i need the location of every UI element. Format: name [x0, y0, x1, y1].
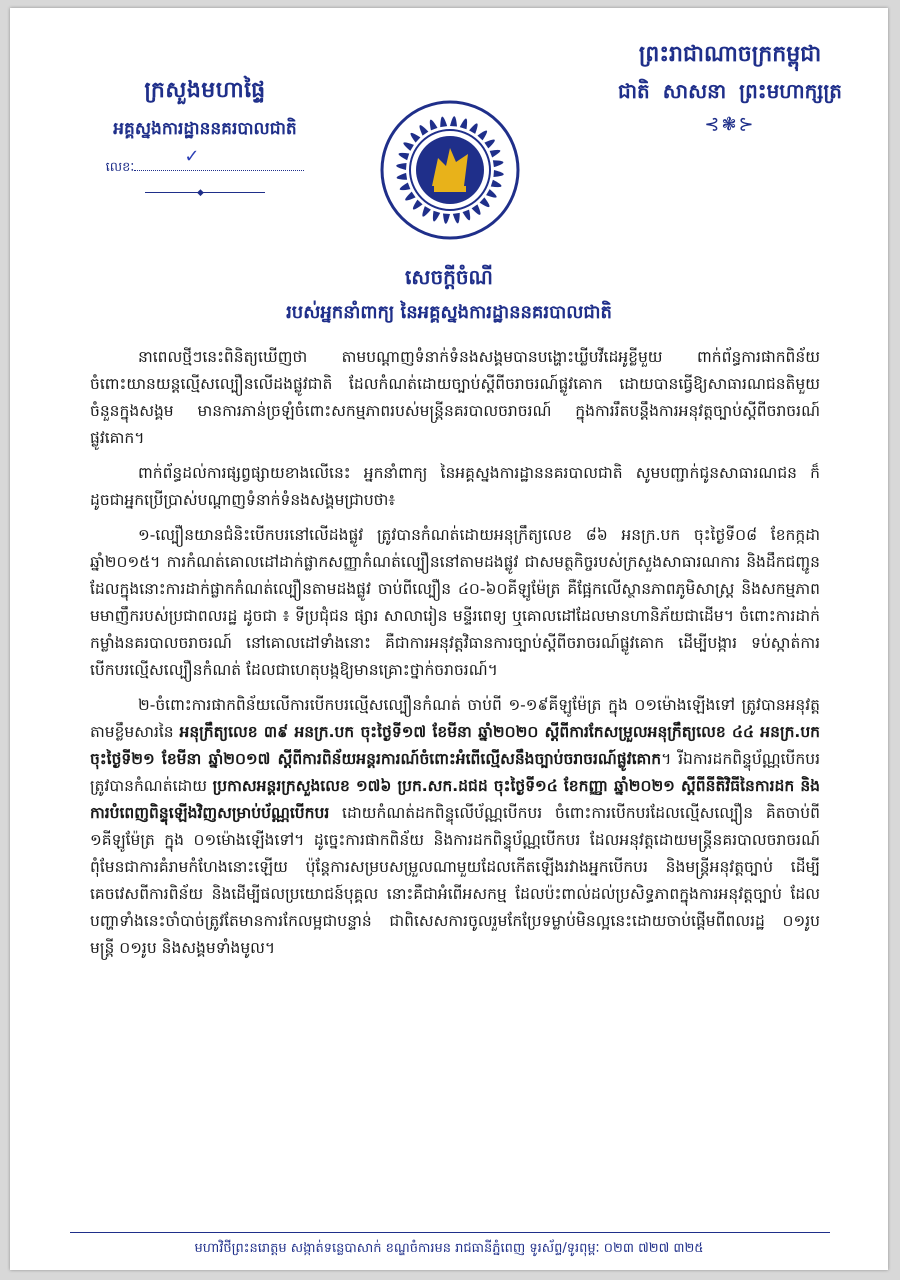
prakas-reference: ប្រកាសអន្តរក្រសួងលេខ ១៧៦ ប្រក.សក.ដជដ ចុះថ្ងៃទី១៤ ខែកញ្ញា ឆ្នាំ២០២១ ស្តីពីនីតិវិធីនៃការដក និងការបំពេញពិន្ទុឡើងវិញសម្រាប់ប័ណ្ណបើកបរ: [90, 777, 820, 822]
paragraph-4-text-a: ២-ចំពោះការផាកពិន័យលើការបើកបរល្មើសល្បឿនកំណត់ ចាប់ពី ១-១៩គីឡូម៉ែត្រ ក្នុង ០១ម៉ោងឡើងទៅ ត្រូវបានអនុវត្តតាមខ្លឹមសារនៃ: [90, 696, 820, 741]
checkmark-icon: ✓: [184, 146, 200, 167]
paragraph-3: ១-ល្បឿនយានជំនិះបើកបរនៅលើដងផ្លូវ ត្រូវបានកំណត់ដោយអនុក្រឹត្យលេខ ៨៦ អនក្រ.បក ចុះថ្ងៃទី០៨ ខែកក្កដា ឆ្នាំ២០១៥។ ការកំណត់គោលដៅដាក់ផ្លាកសញ្ញាកំណត់ល្បឿននៅតាមដងផ្លូវ ជាសមត្ថកិច្ចរបស់ក្រសួងសាធារណការ និងដឹកជញ្ជូន ដែលក្នុងនោះការដាក់ផ្លាកកំណត់ល្បឿនតាមដងផ្លូវ ចាប់ពីល្បឿន ៤០-៦០គីឡូម៉ែត្រ គឺផ្អែកលើស្ថានភាពភូមិសាស្រ្ត និងសកម្មភាពមមាញឹករបស់ប្រជាពលរដ្ឋ ដូចជា ៖ ទីប្រជុំជន ផ្សារ សាលារៀន មន្ទីរពេទ្យ ឬគោលដៅដែលមានហានិភ័យជាដើម។ ចំពោះការដាក់កម្លាំងនគរបាលចរាចរណ៍ នៅគោលដៅទាំងនោះ គឺជាការអនុវត្តវិធានការច្បាប់ស្តីពីចរាចរណ៍ផ្លូវគោក ដើម្បីបង្ការ ទប់ស្កាត់ការបើកបរល្មើសល្បឿនកំណត់ ដែលជាហេតុបង្កឱ្យមានគ្រោះថ្នាក់ចរាចរណ៍។: [90, 526, 820, 679]
sub-decree-reference: អនុក្រឹត្យលេខ ៣៩ អនក្រ.បក ចុះថ្ងៃទី១៧ ខែមីនា ឆ្នាំ២០២០ ស្តីពីការកែសម្រួលអនុក្រឹត្យលេខ ៤៤ អនក្រ.បក ចុះថ្ងៃទី២១ ខែមីនា ឆ្នាំ២០១៧ ស្តីពីការពិន័យអន្តរការណ៍ចំពោះអំពើល្មើសនឹងច្បាប់ចរាចរណ៍ផ្លូវគោក: [90, 723, 821, 768]
ornament-icon: ⊰❃⊱: [704, 114, 756, 135]
reference-label: លេខៈ: [105, 160, 135, 175]
reference-number: [90, 146, 320, 178]
paragraph-4-text-c: ។ រីឯការដកពិន្ទុប័ណ្ណបើកបរ ត្រូវបានកំណត់ដោយ: [90, 750, 820, 795]
footer-address: មហាវិថីព្រះនរោត្តម សង្កាត់ទន្លេបាសាក់ ខណ្ឌចំការមន រាជធានីភ្នំពេញ ទូរស័ព្ទ/ទូរពុម្ពៈ ០២៣ ៧២៧ ៣២៥: [194, 1241, 704, 1256]
paragraph-2: ពាក់ព័ន្ធដល់ការផ្សព្វផ្សាយខាងលើនេះ អ្នកនាំពាក្យ នៃអគ្គស្នងការដ្ឋាននគរបាលជាតិ សូមបញ្ជាក់ជូនសាធារណជន ក៏ដូចជាអ្នកប្រើប្រាស់បណ្តាញទំនាក់ទំនងសង្គមជ្រាបថា៖: [90, 464, 820, 509]
divider-ornament-icon: ◆: [197, 188, 204, 198]
document-title: សេចក្តីចំណី: [405, 265, 493, 289]
issuer-header: [90, 76, 320, 198]
national-motto: ជាតិ សាសនា ព្រះមហាក្សត្រ: [618, 79, 842, 103]
paragraph-4-text-e: ដោយកំណត់ដកពិន្ទុលើប័ណ្ណបើកបរ ចំពោះការបើកបរដែលល្មើសល្បឿន គិតចាប់ពី ១គីឡូម៉ែត្រ ក្នុង ០១ម៉ោងឡើងទៅ។ ដូច្នេះការផាកពិន័យ និងការដកពិន្ទុប័ណ្ណបើកបរ ដែលអនុវត្តដោយមន្ត្រីនគរបាលចរាចរណ៍ ពុំមែនជាការគំរាមកំហែងនោះឡើយ ប៉ុន្តែការសម្របសម្រួលណាមួយដែលកើតឡើងរវាងអ្នកបើកបរ និងមន្ត្រីអនុវត្តច្បាប់ ដើម្បីគេចវេសពីការពិន័យ និងដើម្បីផលប្រយោជន៍បុគ្គល នោះគឺជាអំពើអសកម្ម ដែលប៉ះពាល់ដល់ប្រសិទ្ធភាពក្នុងការអនុវត្តច្បាប់ ដែលបញ្ហាទាំងនេះចាំបាច់ត្រូវតែមានការកែលម្អជាបន្ទាន់ ជាពិសេសការចូលរួមកែប្រែទម្លាប់មិនល្អនេះដោយចាប់ផ្តើមពីពលរដ្ឋ ០១រូប មន្ត្រី ០១រូប និងសង្គមទាំងមូល។: [90, 804, 820, 957]
document-page: [10, 8, 888, 1270]
reference-blank: [134, 146, 304, 171]
police-emblem-icon: [380, 100, 520, 240]
footer-divider: [70, 1232, 830, 1233]
paragraph-4: [90, 692, 820, 962]
department-name: អគ្គស្នងការដ្ឋាននគរបាលជាតិ: [113, 119, 297, 139]
kingdom-header: [595, 40, 865, 135]
header-divider: [145, 188, 265, 198]
document-body: [90, 344, 820, 970]
ministry-name: ក្រសួងមហាផ្ទៃ: [144, 78, 266, 103]
kingdom-name: ព្រះរាជាណាចក្រកម្ពុជា: [638, 42, 822, 67]
document-subtitle: របស់អ្នកនាំពាក្យ នៃអគ្គស្នងការដ្ឋាននគរបាលជាតិ: [286, 302, 612, 323]
paragraph-1: នាពេលថ្មីៗនេះពិនិត្យឃើញថា តាមបណ្តាញទំនាក់ទំនងសង្គមបានបង្ហោះឃ្លីបវីដេអូខ្លីមួយ ពាក់ព័ន្ធការផាកពិន័យចំពោះយានយន្តល្មើសល្បឿនលើដងផ្លូវជាតិ ដែលកំណត់ដោយច្បាប់ស្តីពីចរាចរណ៍ផ្លូវគោក ដោយបានធ្វើឱ្យសាធារណជនតិមួយចំនួនក្នុងសង្គម មានការភាន់ច្រឡំចំពោះសកម្មភាពរបស់មន្ត្រីនគរបាលចរាចរណ៍ ក្នុងការរឹតបន្តឹងការអនុវត្តច្បាប់ស្តីពីចរាចរណ៍ផ្លូវគោក។: [90, 348, 820, 447]
